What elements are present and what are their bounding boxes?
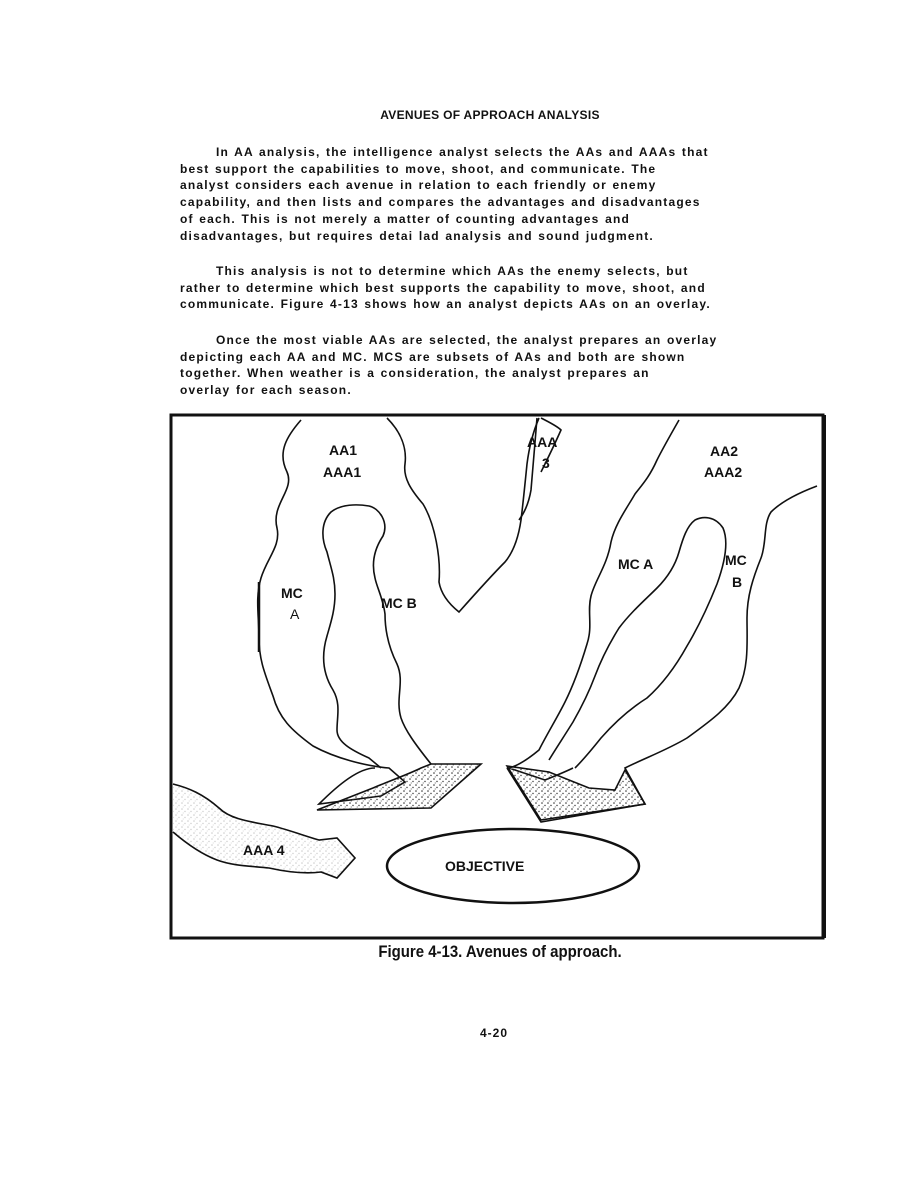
label-mc-b-left: MC B (381, 595, 417, 611)
paragraph-aa-analysis: In AA analysis, the intelligence analyst selects the AAs and AAAs that best support the capabilities to move, shoot, and communicate. The analyst considers each avenue in relation to each friendly or enemy capability, and then lists and compares the advantages and disadvantages of each. This is not merely a matter of counting advantages and disadvantages, but requires detai lad analysis and sound judgment. (180, 145, 709, 243)
label-aaa1: AAA1 (323, 464, 362, 480)
label-aaa2: AAA2 (704, 464, 743, 480)
label-aa1: AA1 (329, 442, 358, 458)
aa2-arrow-head (507, 766, 645, 820)
label-mc-a-left-line2: A (290, 606, 300, 622)
aaa4-corridor (173, 784, 355, 878)
label-aaa4: AAA 4 (243, 842, 285, 858)
label-mc-a-right: MC A (618, 556, 654, 572)
aa1-corridor-east-edge (387, 418, 539, 612)
label-aaa3-line2: 3 (542, 455, 550, 471)
label-mc-a-left-line1: MC (281, 585, 303, 601)
label-mc-b-right-line1: MC (725, 552, 747, 568)
paragraph-analysis-purpose: This analysis is not to determine which AAs the enemy selects, but rather to determine which best supports the capability to move, shoot, and communicate. Figure 4-13 shows how an analyst depicts AAs on an overlay. (180, 264, 711, 312)
aa2-corridor-east-edge (507, 486, 817, 822)
page-number: 4-20 (479, 1026, 509, 1040)
figure-caption: Figure 4-13. Avenues of approach. (378, 942, 622, 961)
label-aa2: AA2 (710, 443, 739, 459)
label-aaa3-line1: AAA (527, 434, 558, 450)
aa2-corridor-outline (509, 420, 679, 780)
label-mc-b-right-line2: B (732, 574, 743, 590)
paragraph-overlay: Once the most viable AAs are selected, the analyst prepares an overlay depicting each AA and MC. MCS are subsets of AAs and both are shown together. When weather is a consideration, the analyst prepares an overlay for each season. (180, 333, 718, 398)
avenues-of-approach-figure (169, 412, 829, 942)
aa1-arrow-head (317, 764, 481, 810)
page-heading: AVENUES OF APPROACH ANALYSIS (380, 108, 600, 122)
label-objective: OBJECTIVE (445, 858, 525, 874)
mc-b-left-corridor (323, 505, 431, 768)
